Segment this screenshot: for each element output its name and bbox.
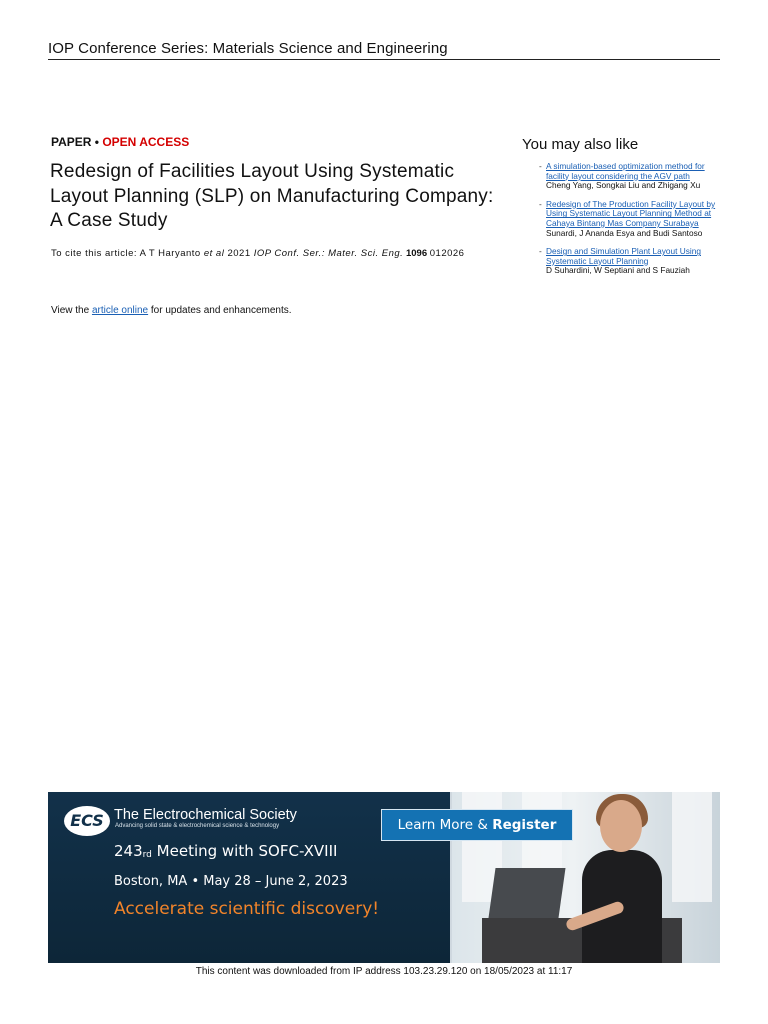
view-online-note: [51, 305, 292, 316]
photo-laptop: [488, 868, 565, 918]
journal-header: IOP Conference Series: Materials Science and Engineering: [48, 40, 720, 60]
tag-separator: •: [91, 135, 103, 149]
view-online-after: for updates and enhancements.: [148, 305, 292, 316]
paper-title: Redesign of Facilities Layout Using Systematic Layout Planning (SLP) on Manufacturing Company: A Case Study: [50, 161, 494, 231]
related-article-authors: Sunardi, J Ananda Esya and Budi Santoso: [546, 227, 703, 238]
meeting-rest: Meeting with SOFC-XVIII: [151, 842, 338, 860]
related-article-item: [539, 247, 724, 276]
citation: [51, 248, 464, 259]
related-article-link[interactable]: Design and Simulation Plant Layout Using Systematic Layout Planning: [546, 246, 701, 266]
related-article-link[interactable]: A simulation-based optimization method for facility layout considering the AGV path: [546, 161, 705, 181]
citation-journal: IOP Conf. Ser.: Mater. Sci. Eng.: [253, 248, 404, 259]
download-note: This content was downloaded from IP address 103.23.29.120 on 18/05/2023 at 11:17: [195, 966, 573, 977]
view-online-before: View the: [51, 305, 92, 316]
list-dash: -: [539, 161, 542, 171]
photo-window: [672, 792, 712, 902]
ecs-logo: ECS: [64, 806, 110, 836]
paper-tag: [51, 135, 189, 149]
paper-type-label: PAPER: [51, 135, 92, 149]
related-article-item: [539, 162, 724, 191]
also-like-heading: You may also like: [522, 136, 639, 153]
banner-slogan: Accelerate scientific discovery!: [114, 899, 380, 919]
related-article-item: [539, 200, 724, 238]
related-articles-list: [539, 162, 724, 276]
button-prefix: Learn More &: [397, 817, 493, 833]
article-online-link[interactable]: article online: [91, 305, 149, 316]
learn-more-register-button[interactable]: [381, 809, 573, 841]
meeting-number: 243: [114, 842, 143, 860]
meeting-location: Boston, MA • May 28 – June 2, 2023: [114, 874, 348, 889]
open-access-label: OPEN ACCESS: [102, 135, 190, 149]
related-article-authors: Cheng Yang, Songkai Liu and Zhigang Xu: [546, 180, 701, 191]
button-bold: Register: [492, 817, 557, 833]
society-name: The Electrochemical Society: [114, 807, 297, 823]
citation-prefix: To cite this article: A T Haryanto: [51, 248, 204, 259]
citation-volume: 1096: [403, 248, 430, 259]
related-article-link[interactable]: Redesign of The Production Facility Layout by Using Systematic Layout Planning Method at Cahaya Bintang Mas Company Surabaya: [546, 198, 716, 228]
citation-etal: et al: [203, 248, 225, 259]
list-dash: -: [539, 246, 542, 257]
related-article-authors: D Suhardini, W Septiani and S Fauziah: [546, 265, 690, 276]
citation-year: 2021: [224, 248, 254, 259]
photo-person-head: [600, 800, 642, 852]
list-dash: -: [539, 198, 542, 209]
society-tagline: Advancing solid state & electrochemical science & technology: [115, 823, 280, 829]
meeting-suffix: rd: [142, 850, 152, 860]
ecs-banner-ad[interactable]: [48, 792, 720, 963]
citation-article-no: 012026: [429, 248, 465, 259]
meeting-line: [114, 842, 337, 860]
